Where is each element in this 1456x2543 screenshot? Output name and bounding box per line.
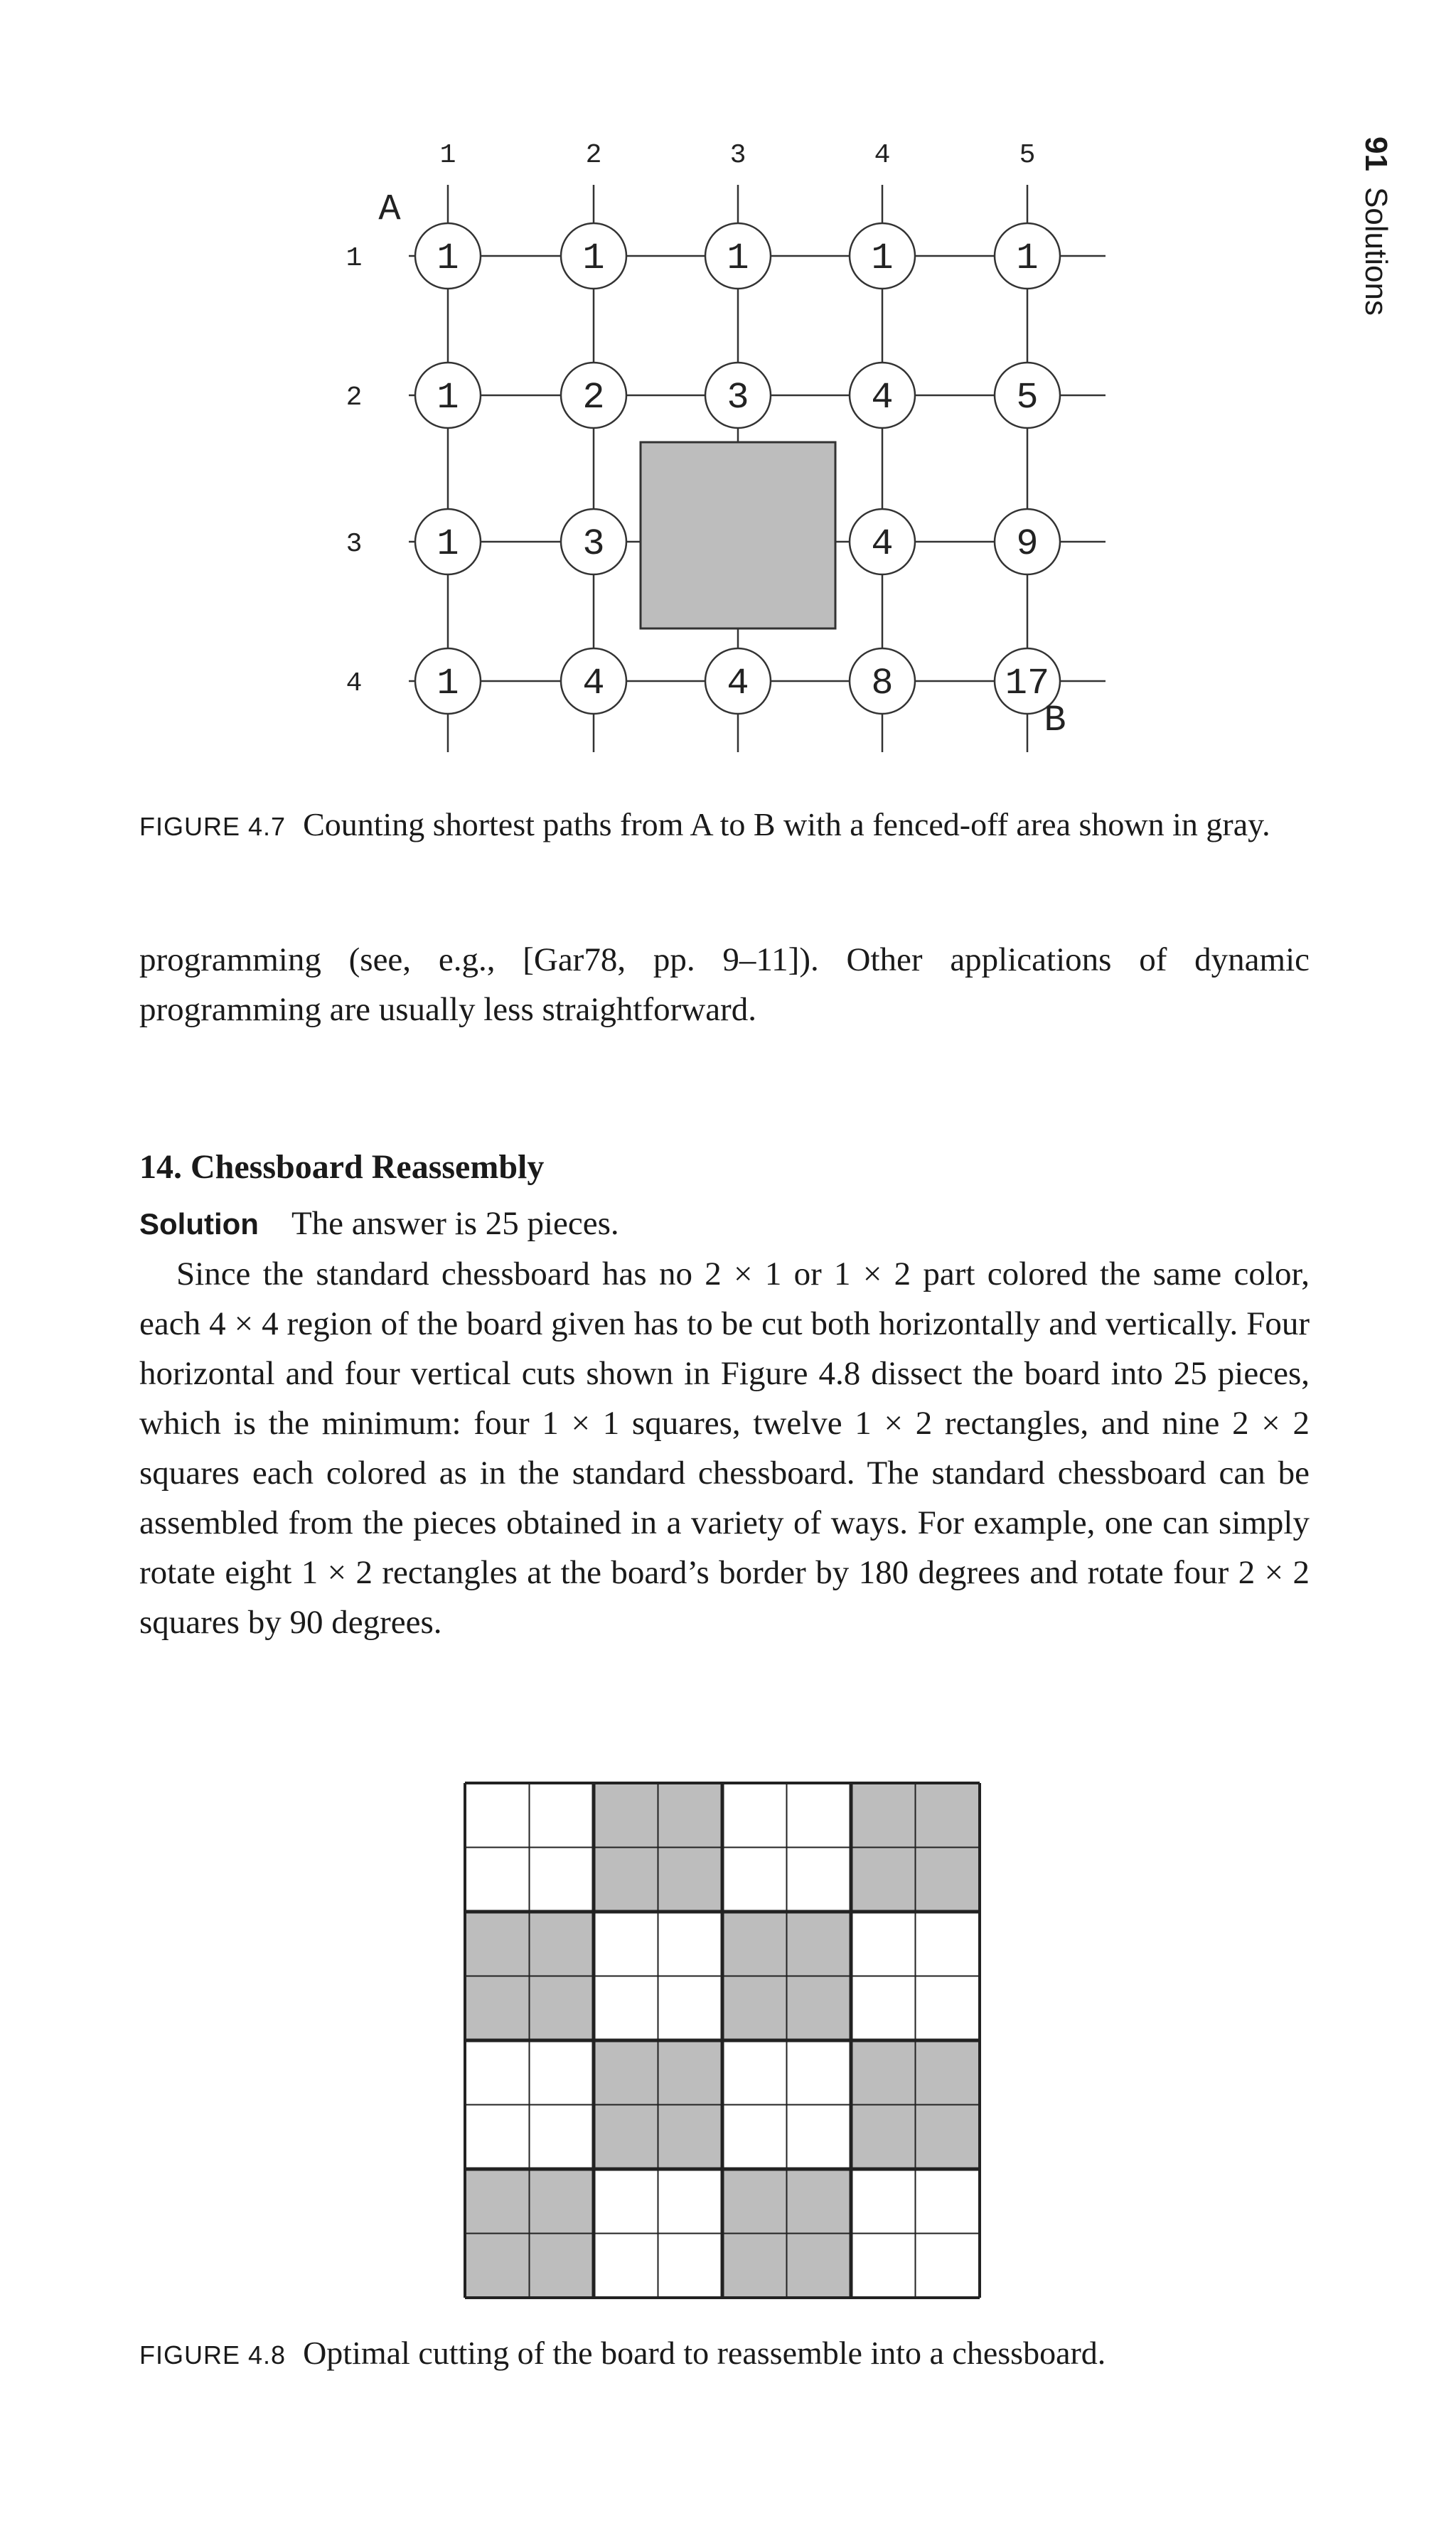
board-square-white (916, 2234, 980, 2298)
path-count-value: 1 (437, 663, 459, 705)
column-label: 4 (874, 140, 891, 171)
board-square-gray (722, 2234, 787, 2298)
fenced-off-area (641, 442, 835, 628)
board-square-gray (787, 2234, 852, 2298)
board-square-gray (787, 2169, 852, 2234)
solution-body (139, 1199, 1310, 1647)
board-square-white (851, 2169, 916, 2234)
board-square-gray (851, 1848, 916, 1912)
board-square-gray (722, 2169, 787, 2234)
board-square-white (465, 1848, 530, 1912)
path-count-value: 1 (437, 237, 459, 279)
board-square-white (851, 1912, 916, 1976)
path-count-value: 1 (1016, 237, 1039, 279)
board-square-gray (594, 2040, 658, 2105)
board-square-white (530, 1848, 594, 1912)
running-head-section: Solutions (1359, 186, 1393, 316)
board-square-gray (530, 1912, 594, 1976)
column-label: 1 (439, 140, 456, 171)
board-square-gray (916, 2105, 980, 2170)
continuation-paragraph (139, 935, 1310, 1034)
board-square-gray (722, 1976, 787, 2041)
board-square-white (916, 2169, 980, 2234)
board-square-white (658, 2169, 723, 2234)
path-count-value: 3 (727, 377, 749, 419)
page-number: 91 (1359, 136, 1393, 171)
row-label: 1 (346, 243, 363, 274)
board-square-white (787, 1783, 852, 1848)
board-square-white (465, 1783, 530, 1848)
board-square-gray (465, 2169, 530, 2234)
board-square-gray (658, 2105, 723, 2170)
board-square-gray (594, 1783, 658, 1848)
board-square-gray (722, 1912, 787, 1976)
board-square-white (530, 1783, 594, 1848)
board-square-gray (465, 1912, 530, 1976)
board-square-gray (787, 1976, 852, 2041)
path-count-value: 4 (871, 523, 894, 565)
solution-label: Solution (139, 1207, 259, 1241)
solution-answer-line (139, 1199, 1310, 1249)
column-label: 2 (585, 140, 602, 171)
board-square-gray (594, 1848, 658, 1912)
path-count-value: 8 (871, 663, 894, 705)
path-count-value: 9 (1016, 523, 1039, 565)
board-square-white (787, 1848, 852, 1912)
board-square-white (658, 2234, 723, 2298)
figure-4-7-grid-diagram (334, 128, 1116, 768)
board-square-gray (916, 1783, 980, 1848)
figure-4-7-label: FIGURE 4.7 (139, 812, 287, 841)
board-square-white (916, 1912, 980, 1976)
figure-4-7-caption-text: Counting shortest paths from A to B with a fenced-off area shown in gray. (303, 806, 1270, 842)
board-square-gray (851, 2105, 916, 2170)
end-label-b: B (1044, 700, 1066, 742)
board-square-gray (851, 2040, 916, 2105)
board-square-white (787, 2040, 852, 2105)
board-square-gray (465, 2234, 530, 2298)
path-count-value: 1 (582, 237, 605, 279)
column-label: 3 (729, 140, 746, 171)
board-square-white (465, 2040, 530, 2105)
board-square-gray (530, 2234, 594, 2298)
path-count-value: 1 (437, 377, 459, 419)
figure-4-8-caption-text: Optimal cutting of the board to reassemble into a chessboard. (303, 2335, 1106, 2371)
board-square-gray (787, 1912, 852, 1976)
board-square-gray (916, 2040, 980, 2105)
path-count-value: 1 (871, 237, 894, 279)
board-square-white (658, 1912, 723, 1976)
continuation-text: programming (see, e.g., [Gar78, pp. 9–11]). Other applications of dynamic programming are usually less straightforward. (139, 941, 1310, 1028)
board-square-white (530, 2105, 594, 2170)
row-label: 4 (346, 668, 363, 699)
board-square-gray (658, 1848, 723, 1912)
figure-4-7-caption (139, 805, 1270, 847)
board-square-white (594, 2169, 658, 2234)
board-square-gray (851, 1783, 916, 1848)
path-count-value: 1 (437, 523, 459, 565)
figure-4-8-board (464, 1782, 981, 2299)
path-count-value: 3 (582, 523, 605, 565)
board-square-white (594, 1976, 658, 2041)
board-square-white (916, 1976, 980, 2041)
path-count-value: 1 (727, 237, 749, 279)
board-square-gray (530, 2169, 594, 2234)
board-square-white (787, 2105, 852, 2170)
board-square-gray (465, 1976, 530, 2041)
row-label: 2 (346, 382, 363, 413)
path-count-value: 2 (582, 377, 605, 419)
start-label-a: A (378, 188, 401, 230)
path-count-value: 4 (582, 663, 605, 705)
board-square-white (722, 1848, 787, 1912)
section-title: 14. Chessboard Reassembly (139, 1148, 545, 1186)
path-count-value: 4 (871, 377, 894, 419)
board-square-white (658, 1976, 723, 2041)
column-label: 5 (1019, 140, 1036, 171)
figure-4-8-caption (139, 2333, 1106, 2375)
board-square-white (465, 2105, 530, 2170)
board-square-gray (530, 1976, 594, 2041)
path-count-value: 17 (1005, 663, 1050, 705)
board-square-white (530, 2040, 594, 2105)
board-square-gray (658, 2040, 723, 2105)
path-count-value: 5 (1016, 377, 1039, 419)
running-head (1351, 136, 1393, 364)
row-label: 3 (346, 529, 363, 560)
path-count-value: 4 (727, 663, 749, 705)
board-square-white (594, 1912, 658, 1976)
board-square-white (851, 1976, 916, 2041)
board-square-white (594, 2234, 658, 2298)
board-square-gray (658, 1783, 723, 1848)
board-square-gray (916, 1848, 980, 1912)
board-square-white (722, 1783, 787, 1848)
solution-paragraph: Since the standard chessboard has no 2 × 1 or 1 × 2 part colored the same color, each 4 × 4 region of the board given has to be cut both horizontally and vertically. Four horizontal and four vertical cuts shown in Figure 4.8 dissect the board into 25 pieces, which is the minimum: four 1 × 1 squares, twelve 1 × 2 rectangles, and nine 2 × 2 squares each colored as in the standard chessboard. The standard chessboard can be assembled from the pieces obtained in a variety of ways. For example, one can simply rotate eight 1 × 2 rectangles at the board’s border by 180 degrees and rotate four 2 × 2 squares by 90 degrees. (139, 1256, 1310, 1641)
board-square-white (722, 2105, 787, 2170)
board-square-white (851, 2234, 916, 2298)
solution-answer: The answer is 25 pieces. (291, 1205, 619, 1242)
board-square-gray (594, 2105, 658, 2170)
board-square-white (722, 2040, 787, 2105)
figure-4-8-label: FIGURE 4.8 (139, 2340, 287, 2370)
